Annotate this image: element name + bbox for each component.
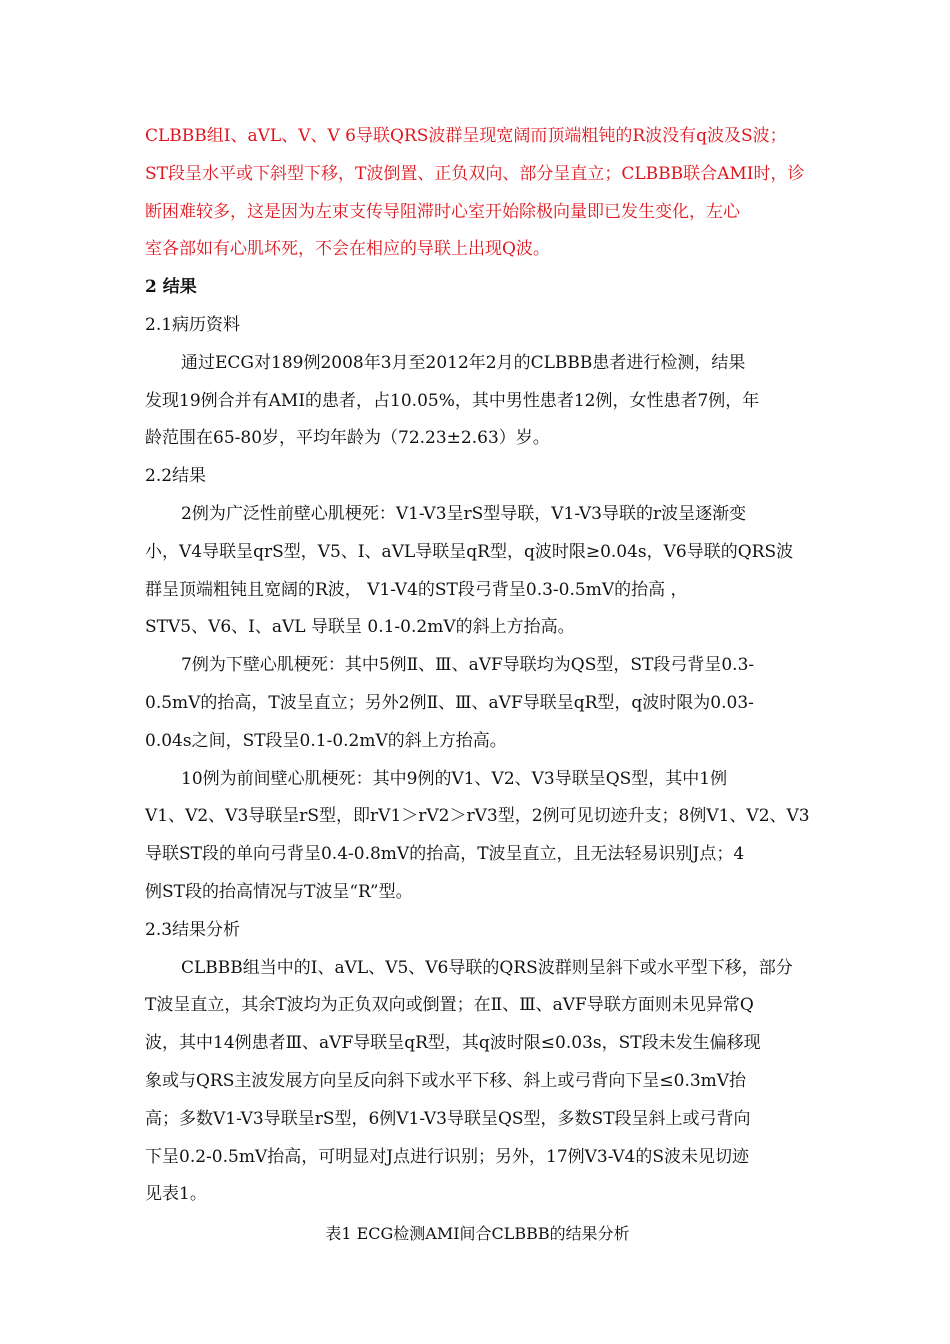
text-line: 0.04s之间，ST段呈0.1-0.2mV的斜上方抬高。: [145, 730, 507, 751]
text-line: 发现19例合并有AMI的患者，占10.05%，其中男性患者12例，女性患者7例，年: [145, 390, 760, 411]
paragraph: [145, 950, 810, 1215]
text-line: ST段呈水平或下斜型下移，T波倒置、正负双向、部分呈直立；CLBBB联合AMI时，诊: [145, 163, 805, 184]
text-line: 断困难较多，这是因为左束支传导阻滞时心室开始除极向量即已发生变化，左心: [145, 201, 740, 222]
text-line: 例ST段的抬高情况与T波呈“R”型。: [145, 881, 413, 902]
text-line: T波呈直立，其余T波均为正负双向或倒置；在Ⅱ、Ⅲ、aVF导联方面则未见异常Q: [145, 995, 754, 1016]
text-line: CLBBB组当中的Ⅰ、aVL、V5、V6导联的QRS波群则呈斜下或水平型下移，部分: [181, 957, 793, 978]
text-line: CLBBB组Ⅰ、aVL、V、V 6导联QRS波群呈现宽阔而顶端粗钝的R波没有q波及S波；: [145, 126, 787, 146]
text-line: 2例为广泛性前壁心肌梗死：V1-V3呈rS型导联，V1-V3导联的r波呈逐渐变: [181, 503, 747, 524]
text-line: 通过ECG对189例2008年3月至2012年2月的CLBBB患者进行检测，结果: [181, 352, 746, 373]
text-line: 室各部如有心肌坏死，不会在相应的导联上出现Q波。: [145, 239, 550, 260]
text-line: 导联ST段的单向弓背呈0.4-0.8mV的抬高，T波呈直立，且无法轻易识别J点；4: [145, 844, 745, 865]
paragraph: [145, 496, 810, 647]
text-line: 高；多数V1-V3导联呈rS型，6例V1-V3导联呈QS型，多数ST段呈斜上或弓背向: [145, 1108, 751, 1129]
text-line: 见表1。: [145, 1184, 207, 1205]
text-line: STV5、V6、Ⅰ、aVL 导联呈 0.1-0.2mV的斜上方抬高。: [145, 617, 575, 638]
text-line: V1、V2、V3导联呈rS型，即rV1＞rV2＞rV3型，2例可见切迹升支；8例V1、V2、V3: [145, 806, 810, 827]
text-line: 下呈0.2-0.5mV抬高，可明显对J点进行识别；另外，17例V3-V4的S波未见切迹: [145, 1146, 749, 1167]
text-line: 小，V4导联呈qrS型，V5、Ⅰ、aVL导联呈qR型，q波时限≥0.04s，V6导联的QRS波: [145, 541, 794, 562]
text-line: 7例为下壁心肌梗死：其中5例Ⅱ、Ⅲ、aVF导联均为QS型，ST段弓背呈0.3-: [181, 655, 755, 676]
intro-paragraph: [145, 118, 810, 269]
subsection-heading: 2.2结果: [145, 466, 207, 487]
text-line: 群呈顶端粗钝且宽阔的R波， V1-V4的ST段弓背呈0.3-0.5mV的抬高 ，: [145, 579, 688, 600]
text-line: 波，其中14例患者Ⅲ、aVF导联呈qR型，其q波时限≤0.03s，ST段未发生偏移现: [145, 1033, 761, 1054]
text-line: 0.5mV的抬高，T波呈直立；另外2例Ⅱ、Ⅲ、aVF导联呈qR型，q波时限为0.03-: [145, 692, 754, 713]
table-caption: 表1 ECG检测AMI间合CLBBB的结果分析: [325, 1224, 630, 1244]
subsection-heading: 2.1病历资料: [145, 314, 241, 335]
text-line: 龄范围在65-80岁，平均年龄为（72.23±2.63）岁。: [145, 428, 550, 449]
paragraph: [145, 345, 810, 458]
paragraph: [145, 647, 810, 760]
paragraph: [145, 761, 810, 912]
document-page: [145, 118, 810, 1252]
section-heading: 2 结果: [145, 277, 197, 298]
text-line: 10例为前间壁心肌梗死：其中9例的V1、V2、V3导联呈QS型，其中1例: [181, 768, 728, 789]
text-line: 象或与QRS主波发展方向呈反向斜下或水平下移、斜上或弓背向下呈≤0.3mV抬: [145, 1070, 747, 1091]
subsection-heading: 2.3结果分析: [145, 919, 241, 940]
